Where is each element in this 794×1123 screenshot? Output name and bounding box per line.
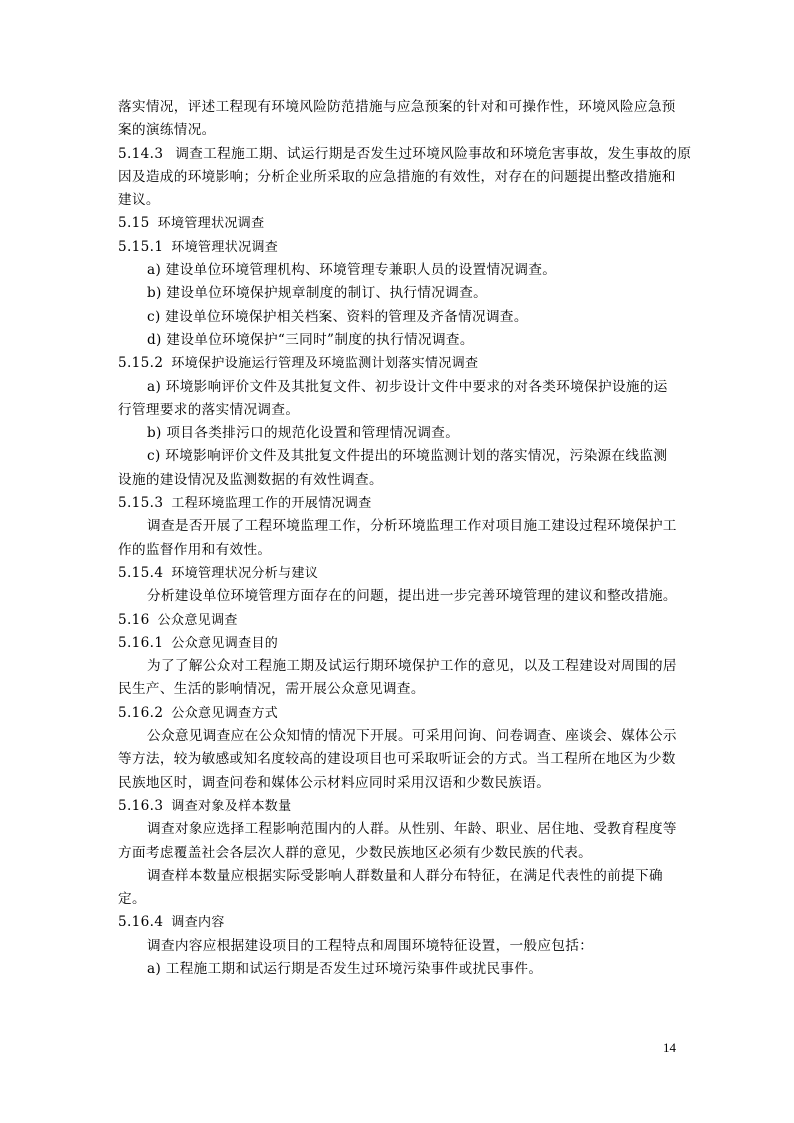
section-heading-5-16-2 xyxy=(118,702,676,725)
paragraph-line: 调查是否开展了工程环境监理工作，分析环境监理工作对项目施工建设过程环境保护工 xyxy=(147,518,677,535)
paragraph-line: 调查样本数量应根据实际受影响人群数量和人群分布特征，在满足代表性的前提下确 xyxy=(147,867,663,884)
section-title: 调查对象及样本数量 xyxy=(171,798,292,814)
section-heading-5-15-3 xyxy=(118,492,676,515)
list-item: c) 建设单位环境保护相关档案、资料的管理及齐备情况调查。 xyxy=(147,308,528,325)
list-item: b) 项目各类排污口的规范化设置和管理情况调查。 xyxy=(147,425,460,442)
clause-5-14-3 xyxy=(118,143,692,166)
paragraph-line: 分析建设单位环境管理方面存在的问题，提出进一步完善环境管理的建议和整改措施。 xyxy=(147,588,677,605)
paragraph-line: 为了了解公众对工程施工期及试运行期环境保护工作的意见，以及工程建设对周围的居 xyxy=(147,658,677,675)
section-number: 5.16.3 xyxy=(118,797,164,814)
section-title: 环境保护设施运行管理及环境监测计划落实情况调查 xyxy=(171,356,479,372)
list-item: a) 工程施工期和试运行期是否发生过环境污染事件或扰民事件。 xyxy=(147,960,543,977)
section-number: 5.15 xyxy=(118,215,150,232)
section-title: 环境管理状况分析与建议 xyxy=(171,565,319,581)
paragraph-line: 民生产、生活的影响情况，需开展公众意见调查。 xyxy=(118,681,425,698)
list-item: a) 环境影响评价文件及其批复文件、初步设计文件中要求的对各类环境保护设施的运 xyxy=(147,378,668,395)
section-title: 工程环境监理工作的开展情况调查 xyxy=(171,496,372,512)
paragraph-line: 定。 xyxy=(118,891,146,908)
paragraph-line: 民族地区时，调查问卷和媒体公示材料应同时采用汉语和少数民族语。 xyxy=(118,774,551,791)
paragraph-line: 案的演练情况。 xyxy=(118,122,216,139)
clause-text: 调查工程施工期、试运行期是否发生过环境风险事故和环境危害事故，发生事故的原 xyxy=(175,145,692,162)
section-title: 公众意见调查目的 xyxy=(171,635,279,651)
section-heading-5-15-1 xyxy=(118,236,676,259)
list-item-continuation: 行管理要求的落实情况调查。 xyxy=(118,401,300,418)
section-heading-5-16-1 xyxy=(118,632,676,655)
section-number: 5.16.2 xyxy=(118,704,164,721)
section-heading-5-15-2 xyxy=(118,352,676,375)
paragraph-line: 调查对象应选择工程影响范围内的人群。从性别、年龄、职业、居住地、受教育程度等 xyxy=(147,821,677,838)
section-number: 5.15.3 xyxy=(118,495,164,512)
section-title: 环境管理状况调查 xyxy=(157,216,265,232)
section-title: 调查内容 xyxy=(171,915,225,931)
section-heading-5-16-4 xyxy=(118,911,676,934)
section-number: 5.15.2 xyxy=(118,355,164,372)
section-number: 5.15.1 xyxy=(118,238,164,255)
section-heading-5-16-3 xyxy=(118,795,676,818)
section-heading-5-16 xyxy=(118,609,676,632)
paragraph-line: 因及造成的环境影响；分析企业所采取的应急措施的有效性，对存在的问题提出整改措施和 xyxy=(118,168,676,185)
section-number: 5.16.1 xyxy=(118,634,164,651)
list-item: b) 建设单位环境保护规章制度的制订、执行情况调查。 xyxy=(147,285,488,302)
list-item-continuation: 设施的建设情况及监测数据的有效性调查。 xyxy=(118,471,383,488)
list-item: c) 环境影响评价文件及其批复文件提出的环境监测计划的落实情况，污染源在线监测 xyxy=(147,448,668,465)
page-number: 14 xyxy=(663,1040,676,1055)
list-item: a) 建设单位环境管理机构、环境管理专兼职人员的设置情况调查。 xyxy=(147,262,557,279)
paragraph-line: 等方法，较为敏感或知名度较高的建设项目也可采取听证会的方式。当工程所在地区为少数 xyxy=(118,751,676,768)
page-body xyxy=(118,96,692,981)
paragraph-line: 公众意见调查应在公众知情的情况下开展。可采用问询、问卷调查、座谈会、媒体公示 xyxy=(147,728,677,745)
section-title: 公众意见调查 xyxy=(157,612,238,628)
list-item: d) 建设单位环境保护“三同时”制度的执行情况调查。 xyxy=(147,331,474,348)
section-title: 公众意见调查方式 xyxy=(171,705,279,721)
paragraph-line: 调查内容应根据建设项目的工程特点和周围环境特征设置，一般应包括： xyxy=(147,937,594,954)
section-heading-5-15-4 xyxy=(118,562,676,585)
paragraph-line: 建议。 xyxy=(118,192,160,209)
paragraph-line: 方面考虑覆盖社会各层次人群的意见，少数民族地区必须有少数民族的代表。 xyxy=(118,844,593,861)
section-number: 5.15.4 xyxy=(118,564,164,581)
paragraph-line: 落实情况，评述工程现有环境风险防范措施与应急预案的针对和可操作性，环境风险应急预 xyxy=(118,99,676,115)
section-title: 环境管理状况调查 xyxy=(171,239,279,255)
clause-number: 5.14.3 xyxy=(118,145,164,162)
section-number: 5.16.4 xyxy=(118,914,164,931)
paragraph-line: 作的监督作用和有效性。 xyxy=(118,541,272,558)
section-number: 5.16 xyxy=(118,611,150,628)
section-heading-5-15 xyxy=(118,212,676,235)
